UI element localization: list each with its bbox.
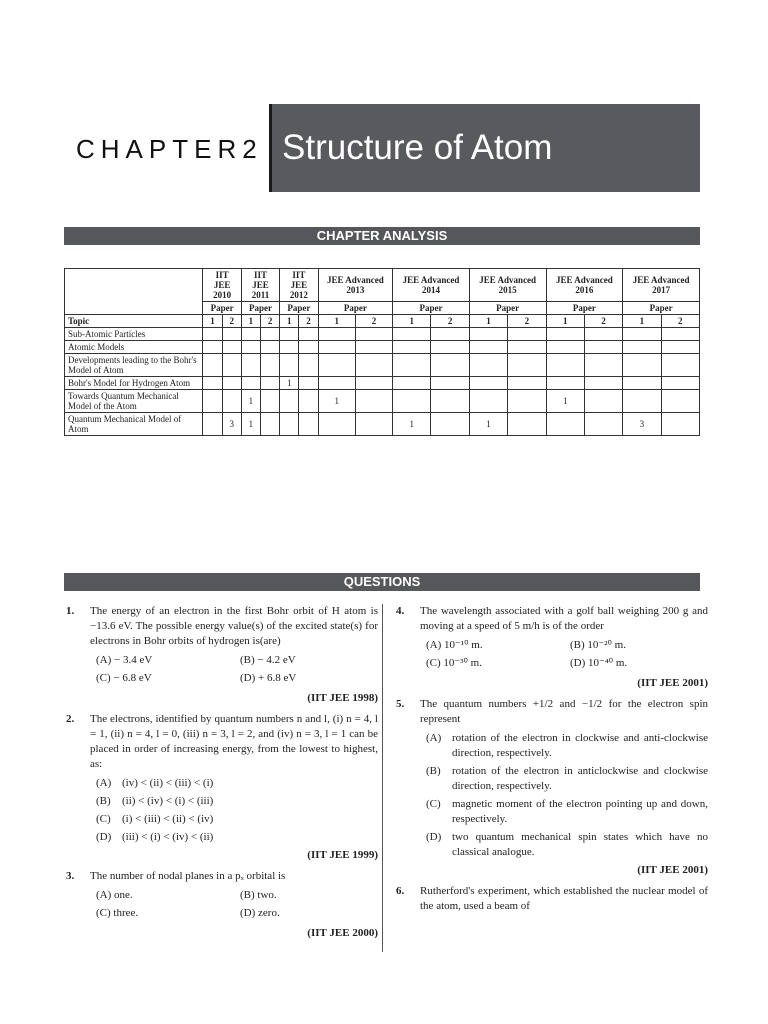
topic-cell: Atomic Models — [65, 341, 203, 354]
count-cell — [222, 390, 241, 413]
title-divider — [269, 104, 272, 192]
option-a: (A) rotation of the electron in clockwise and anti-clockwise direction, respectively. — [426, 732, 708, 759]
count-cell — [546, 354, 584, 377]
option-b: (B) (ii) < (iv) < (i) < (iii) — [96, 795, 214, 807]
count-cell: 1 — [241, 413, 260, 436]
option-d: (D) + 6.8 eV — [240, 672, 297, 684]
count-cell — [661, 328, 699, 341]
count-cell: 1 — [546, 390, 584, 413]
count-cell — [431, 341, 469, 354]
count-cell — [261, 354, 280, 377]
question-source: (IIT JEE 2000) — [307, 927, 378, 939]
paper-number: 1 — [623, 315, 661, 328]
count-cell — [393, 354, 431, 377]
count-cell — [299, 413, 318, 436]
count-cell — [584, 328, 622, 341]
count-cell — [241, 377, 260, 390]
count-cell — [584, 341, 622, 354]
count-cell: 1 — [469, 413, 507, 436]
option-c: (C) − 6.8 eV — [96, 672, 152, 684]
count-cell — [203, 413, 222, 436]
question-text: The number of nodal planes in a pₓ orbital is — [90, 870, 286, 882]
question-2 — [66, 712, 378, 863]
count-cell: 1 — [318, 390, 355, 413]
count-cell — [318, 377, 355, 390]
topic-cell: Bohr's Model for Hydrogen Atom — [65, 377, 203, 390]
count-cell — [299, 354, 318, 377]
chapter-analysis-heading: CHAPTER ANALYSIS — [64, 227, 700, 245]
paper-header: Paper — [318, 302, 393, 315]
count-cell — [393, 377, 431, 390]
count-cell — [661, 377, 699, 390]
count-cell — [661, 354, 699, 377]
questions-right-column — [396, 604, 708, 920]
table-row — [65, 341, 700, 354]
count-cell — [469, 354, 507, 377]
count-cell — [203, 341, 222, 354]
paper-number: 2 — [431, 315, 469, 328]
count-cell — [431, 328, 469, 341]
paper-header: Paper — [280, 302, 318, 315]
paper-header: Paper — [623, 302, 700, 315]
count-cell — [623, 390, 661, 413]
exam-header: JEE Advanced 2016 — [546, 269, 623, 302]
option-a: (A) − 3.4 eV — [96, 654, 153, 666]
question-source: (IIT JEE 2001) — [637, 864, 708, 876]
paper-number: 1 — [280, 315, 299, 328]
question-3 — [66, 869, 378, 941]
option-b: (B) two. — [240, 889, 277, 901]
count-cell — [431, 377, 469, 390]
question-source: (IIT JEE 1999) — [307, 849, 378, 861]
paper-number: 2 — [508, 315, 546, 328]
count-cell — [661, 390, 699, 413]
topic-cell: Developments leading to the Bohr's Model of Atom — [65, 354, 203, 377]
count-cell — [431, 413, 469, 436]
question-source: (IIT JEE 1998) — [307, 692, 378, 704]
count-cell — [623, 354, 661, 377]
chapter-title: Structure of Atom — [282, 128, 553, 167]
table-row — [65, 390, 700, 413]
count-cell — [222, 328, 241, 341]
question-number: 5. — [396, 698, 405, 710]
option-b: (B) − 4.2 eV — [240, 654, 296, 666]
count-cell — [469, 328, 507, 341]
count-cell — [203, 328, 222, 341]
paper-number: 2 — [661, 315, 699, 328]
count-cell — [299, 341, 318, 354]
exam-header: JEE Advanced 2013 — [318, 269, 393, 302]
count-cell — [508, 377, 546, 390]
question-number: 2. — [66, 713, 75, 725]
topic-cell: Sub-Atomic Particles — [65, 328, 203, 341]
count-cell: 1 — [280, 377, 299, 390]
count-cell — [299, 390, 318, 413]
count-cell: 1 — [241, 390, 260, 413]
question-number: 1. — [66, 605, 75, 617]
paper-number: 1 — [318, 315, 355, 328]
paper-number: 1 — [546, 315, 584, 328]
count-cell — [222, 377, 241, 390]
count-cell — [661, 341, 699, 354]
paper-number: 2 — [261, 315, 280, 328]
topic-cell: Quantum Mechanical Model of Atom — [65, 413, 203, 436]
count-cell — [584, 390, 622, 413]
count-cell — [469, 390, 507, 413]
count-cell — [261, 341, 280, 354]
topic-header: Topic — [65, 315, 203, 328]
question-text: The electrons, identified by quantum numbers n and l, (i) n = 4, l = 1, (ii) n = 4, l = 0, (iii) n = 3, l = 2, and (iv) n = 3, l = 1 can be placed in order of increasing energy, from the lowest to highest, as: — [90, 713, 378, 770]
paper-number: 2 — [299, 315, 318, 328]
question-1 — [66, 604, 378, 706]
count-cell — [355, 413, 392, 436]
paper-header: Paper — [393, 302, 470, 315]
option-c: (C) (i) < (iii) < (ii) < (iv) — [96, 813, 214, 825]
count-cell — [355, 354, 392, 377]
count-cell — [222, 341, 241, 354]
exam-header: IIT JEE 2010 — [203, 269, 241, 302]
option-d: (D) 10⁻⁴⁰ m. — [570, 657, 628, 669]
count-cell — [508, 328, 546, 341]
count-cell — [299, 328, 318, 341]
question-number: 6. — [396, 885, 405, 897]
count-cell — [203, 390, 222, 413]
table-row — [65, 328, 700, 341]
count-cell — [508, 341, 546, 354]
question-text: The wavelength associated with a golf ball weighing 200 g and moving at a speed of 5 m/h is of the order — [420, 605, 708, 632]
count-cell — [241, 341, 260, 354]
exam-header: IIT JEE 2011 — [241, 269, 279, 302]
paper-header: Paper — [203, 302, 241, 315]
question-source: (IIT JEE 2001) — [637, 677, 708, 689]
count-cell — [584, 377, 622, 390]
option-d: (D) two quantum mechanical spin states which have no classical analogue. — [426, 831, 708, 858]
question-5 — [396, 697, 708, 878]
questions-heading: QUESTIONS — [64, 573, 700, 591]
option-b: (B) 10⁻²⁰ m. — [570, 639, 626, 651]
count-cell — [661, 413, 699, 436]
count-cell — [280, 328, 299, 341]
count-cell — [584, 354, 622, 377]
count-cell — [241, 354, 260, 377]
option-a: (A) 10⁻¹⁰ m. — [426, 639, 483, 651]
option-d: (D) zero. — [240, 907, 280, 919]
topic-cell: Towards Quantum Mechanical Model of the Atom — [65, 390, 203, 413]
count-cell — [508, 413, 546, 436]
question-number: 4. — [396, 605, 405, 617]
count-cell — [623, 328, 661, 341]
paper-number: 1 — [203, 315, 222, 328]
count-cell — [584, 413, 622, 436]
chapter-analysis-table — [64, 268, 700, 436]
count-cell — [355, 328, 392, 341]
paper-number: 1 — [393, 315, 431, 328]
count-cell — [623, 377, 661, 390]
count-cell — [431, 354, 469, 377]
exam-header: JEE Advanced 2017 — [623, 269, 700, 302]
count-cell — [318, 328, 355, 341]
paper-header: Paper — [469, 302, 546, 315]
paper-header: Paper — [241, 302, 279, 315]
count-cell — [261, 413, 280, 436]
count-cell: 3 — [623, 413, 661, 436]
count-cell — [203, 377, 222, 390]
count-cell — [299, 377, 318, 390]
table-row — [65, 377, 700, 390]
count-cell — [546, 413, 584, 436]
count-cell — [280, 354, 299, 377]
question-text: The energy of an electron in the first Bohr orbit of H atom is −13.6 eV. The possible energy value(s) of the excited state(s) for electrons in Bohr orbits of hydrogen is(are) — [90, 605, 378, 647]
paper-number: 1 — [469, 315, 507, 328]
count-cell — [469, 341, 507, 354]
count-cell — [355, 390, 392, 413]
count-cell — [546, 377, 584, 390]
paper-header: Paper — [546, 302, 623, 315]
count-cell — [280, 413, 299, 436]
paper-number: 2 — [222, 315, 241, 328]
count-cell — [393, 390, 431, 413]
count-cell — [393, 341, 431, 354]
exam-header: IIT JEE 2012 — [280, 269, 318, 302]
count-cell — [355, 377, 392, 390]
count-cell — [261, 328, 280, 341]
count-cell — [393, 328, 431, 341]
question-number: 3. — [66, 870, 75, 882]
chapter-label: CHAPTER2 — [76, 134, 263, 164]
corner-cell — [65, 269, 203, 315]
question-text: The quantum numbers +1/2 and −1/2 for the electron spin represent — [420, 698, 708, 725]
count-cell — [261, 377, 280, 390]
question-6 — [396, 884, 708, 914]
question-text: Rutherford's experiment, which established the nuclear model of the atom, used a beam of — [420, 885, 708, 912]
count-cell — [355, 341, 392, 354]
paper-number: 2 — [355, 315, 392, 328]
count-cell — [508, 390, 546, 413]
option-c: (C) 10⁻³⁰ m. — [426, 657, 482, 669]
paper-number: 2 — [584, 315, 622, 328]
count-cell — [280, 341, 299, 354]
count-cell: 3 — [222, 413, 241, 436]
count-cell — [318, 341, 355, 354]
count-cell — [241, 328, 260, 341]
option-b: (B) rotation of the electron in anticlockwise and clockwise direction, respectively. — [426, 765, 708, 792]
table-row — [65, 413, 700, 436]
questions-left-column — [66, 604, 378, 947]
count-cell — [508, 354, 546, 377]
count-cell — [280, 390, 299, 413]
option-c: (C) three. — [96, 907, 139, 919]
count-cell — [546, 328, 584, 341]
count-cell — [546, 341, 584, 354]
count-cell — [203, 354, 222, 377]
count-cell — [431, 390, 469, 413]
exam-header: JEE Advanced 2014 — [393, 269, 470, 302]
count-cell: 1 — [393, 413, 431, 436]
count-cell — [222, 354, 241, 377]
column-divider — [382, 604, 383, 952]
exam-header: JEE Advanced 2015 — [469, 269, 546, 302]
table-row — [65, 354, 700, 377]
option-a: (A) one. — [96, 889, 133, 901]
question-4 — [396, 604, 708, 691]
option-a: (A) (iv) < (ii) < (iii) < (i) — [96, 777, 214, 789]
count-cell — [318, 413, 355, 436]
option-d: (D) (iii) < (i) < (iv) < (ii) — [96, 831, 214, 843]
count-cell — [469, 377, 507, 390]
count-cell — [623, 341, 661, 354]
paper-number: 1 — [241, 315, 260, 328]
option-c: (C) magnetic moment of the electron pointing up and down, respectively. — [426, 798, 708, 825]
count-cell — [318, 354, 355, 377]
count-cell — [261, 390, 280, 413]
